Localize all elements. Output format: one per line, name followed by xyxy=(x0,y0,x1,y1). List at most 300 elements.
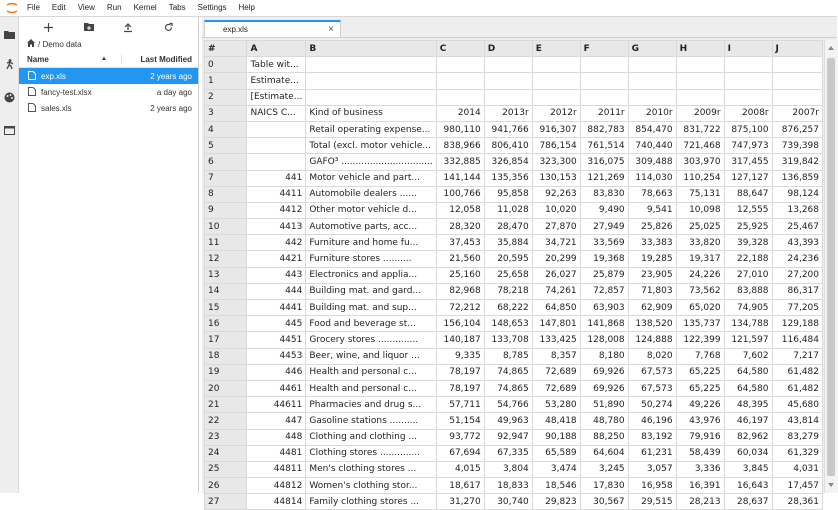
vertical-scrollbar[interactable] xyxy=(824,40,838,493)
table-cell[interactable]: Retail operating expense... xyxy=(306,121,436,137)
table-cell[interactable]: Women's clothing stor... xyxy=(306,478,436,494)
table-cell[interactable]: Health and personal c... xyxy=(306,380,436,396)
table-cell[interactable]: 37,453 xyxy=(436,235,484,251)
table-cell[interactable]: 443 xyxy=(247,267,306,283)
table-cell[interactable]: 17,457 xyxy=(772,478,822,494)
table-cell[interactable] xyxy=(580,73,628,89)
table-cell[interactable]: 4411 xyxy=(247,186,306,202)
row-index[interactable]: 2 xyxy=(205,89,247,105)
table-cell[interactable]: Health and personal c... xyxy=(306,364,436,380)
table-cell[interactable]: 30,740 xyxy=(484,494,532,510)
table-cell[interactable] xyxy=(306,57,436,73)
table-cell[interactable]: 30,567 xyxy=(580,494,628,510)
table-cell[interactable] xyxy=(628,57,676,73)
row-index[interactable]: 26 xyxy=(205,478,247,494)
table-cell[interactable]: 122,399 xyxy=(676,332,724,348)
table-cell[interactable]: 23,905 xyxy=(628,267,676,283)
table-cell[interactable]: 64,580 xyxy=(724,364,772,380)
table-cell[interactable]: 16,391 xyxy=(676,478,724,494)
table-cell[interactable]: 69,926 xyxy=(580,364,628,380)
table-cell[interactable]: 83,888 xyxy=(724,283,772,299)
table-cell[interactable] xyxy=(532,57,580,73)
breadcrumb[interactable] xyxy=(19,37,198,51)
menu-help[interactable]: Help xyxy=(238,3,255,12)
table-cell[interactable] xyxy=(724,89,772,105)
table-cell[interactable]: 48,395 xyxy=(724,397,772,413)
table-cell[interactable]: 82,968 xyxy=(436,283,484,299)
table-cell[interactable]: 46,197 xyxy=(724,413,772,429)
table-cell[interactable]: 60,034 xyxy=(724,445,772,461)
table-cell[interactable]: 78,197 xyxy=(436,380,484,396)
table-cell[interactable]: 8,357 xyxy=(532,348,580,364)
column-header[interactable]: H xyxy=(676,41,724,57)
table-cell[interactable]: 740,440 xyxy=(628,138,676,154)
table-cell[interactable]: 18,546 xyxy=(532,478,580,494)
table-cell[interactable]: Pharmacies and drug s... xyxy=(306,397,436,413)
table-cell[interactable]: Building mat. and sup... xyxy=(306,300,436,316)
breadcrumb-path[interactable]: / Demo data xyxy=(38,39,82,49)
table-cell[interactable]: GAFO³ ................................ xyxy=(306,154,436,170)
table-cell[interactable]: 116,484 xyxy=(772,332,822,348)
table-cell[interactable]: 75,131 xyxy=(676,186,724,202)
table-cell[interactable]: 44812 xyxy=(247,478,306,494)
table-cell[interactable]: 114,030 xyxy=(628,170,676,186)
table-cell[interactable]: 98,124 xyxy=(772,186,822,202)
table-cell[interactable]: 25,025 xyxy=(676,219,724,235)
table-cell[interactable]: 448 xyxy=(247,429,306,445)
new-launcher-icon[interactable] xyxy=(39,19,59,35)
table-cell[interactable]: 916,307 xyxy=(532,121,580,137)
table-cell[interactable]: 45,680 xyxy=(772,397,822,413)
row-index[interactable]: 18 xyxy=(205,348,247,364)
table-cell[interactable]: 35,884 xyxy=(484,235,532,251)
table-cell[interactable]: 83,192 xyxy=(628,429,676,445)
table-cell[interactable]: 12,555 xyxy=(724,202,772,218)
table-cell[interactable] xyxy=(484,57,532,73)
table-cell[interactable]: Automobile dealers ...... xyxy=(306,186,436,202)
table-cell[interactable]: 48,418 xyxy=(532,413,580,429)
table-cell[interactable]: 11,028 xyxy=(484,202,532,218)
table-cell[interactable]: 25,160 xyxy=(436,267,484,283)
table-cell[interactable]: 3,057 xyxy=(628,461,676,477)
table-cell[interactable]: 86,317 xyxy=(772,283,822,299)
table-cell[interactable]: Clothing and clothing ... xyxy=(306,429,436,445)
row-index[interactable]: 24 xyxy=(205,445,247,461)
row-index[interactable]: 1 xyxy=(205,73,247,89)
menu-view[interactable]: View xyxy=(77,3,95,12)
table-cell[interactable]: 72,857 xyxy=(580,283,628,299)
table-cell[interactable]: 124,888 xyxy=(628,332,676,348)
row-index[interactable]: 21 xyxy=(205,397,247,413)
table-cell[interactable]: 65,589 xyxy=(532,445,580,461)
scrollbar-thumb[interactable] xyxy=(827,58,835,476)
row-index[interactable]: 19 xyxy=(205,364,247,380)
table-cell[interactable]: 78,197 xyxy=(436,364,484,380)
table-cell[interactable]: 25,467 xyxy=(772,219,822,235)
table-cell[interactable]: 83,830 xyxy=(580,186,628,202)
table-cell[interactable]: 34,721 xyxy=(532,235,580,251)
column-header[interactable]: A xyxy=(247,41,306,57)
table-cell[interactable]: 128,008 xyxy=(580,332,628,348)
table-cell[interactable]: 43,814 xyxy=(772,413,822,429)
table-cell[interactable]: 74,261 xyxy=(532,283,580,299)
table-cell[interactable]: 78,218 xyxy=(484,283,532,299)
row-index[interactable]: 14 xyxy=(205,283,247,299)
table-cell[interactable]: Other motor vehicle d... xyxy=(306,202,436,218)
table-cell[interactable]: 25,925 xyxy=(724,219,772,235)
table-cell[interactable]: 31,270 xyxy=(436,494,484,510)
table-cell[interactable]: 130,153 xyxy=(532,170,580,186)
table-cell[interactable]: 27,870 xyxy=(532,219,580,235)
table-cell[interactable]: 83,279 xyxy=(772,429,822,445)
menu-run[interactable]: Run xyxy=(106,3,122,12)
table-cell[interactable]: 74,865 xyxy=(484,364,532,380)
table-cell[interactable]: 19,285 xyxy=(628,251,676,267)
table-cell[interactable]: 10,098 xyxy=(676,202,724,218)
table-cell[interactable]: Furniture stores .......... xyxy=(306,251,436,267)
menu-kernel[interactable]: Kernel xyxy=(133,3,157,12)
table-cell[interactable]: 941,766 xyxy=(484,121,532,137)
table-cell[interactable]: 16,643 xyxy=(724,478,772,494)
table-cell[interactable]: 110,254 xyxy=(676,170,724,186)
table-cell[interactable]: 92,263 xyxy=(532,186,580,202)
table-cell[interactable]: 44611 xyxy=(247,397,306,413)
table-cell[interactable]: 28,213 xyxy=(676,494,724,510)
table-cell[interactable]: Total (excl. motor vehicle... xyxy=(306,138,436,154)
table-cell[interactable]: 79,916 xyxy=(676,429,724,445)
table-cell[interactable]: 63,903 xyxy=(580,300,628,316)
table-cell[interactable]: 786,154 xyxy=(532,138,580,154)
table-cell[interactable]: 64,850 xyxy=(532,300,580,316)
table-cell[interactable]: 831,722 xyxy=(676,121,724,137)
table-cell[interactable]: Automotive parts, acc... xyxy=(306,219,436,235)
new-folder-icon[interactable] xyxy=(79,19,99,35)
table-cell[interactable]: 49,963 xyxy=(484,413,532,429)
table-cell[interactable]: 2014 xyxy=(436,105,484,121)
table-cell[interactable]: 72,689 xyxy=(532,380,580,396)
table-cell[interactable]: 44811 xyxy=(247,461,306,477)
table-cell[interactable]: 57,711 xyxy=(436,397,484,413)
table-cell[interactable]: 317,455 xyxy=(724,154,772,170)
table-cell[interactable] xyxy=(484,89,532,105)
menu-edit[interactable]: Edit xyxy=(51,3,66,12)
table-cell[interactable]: Kind of business xyxy=(306,105,436,121)
table-cell[interactable]: 67,335 xyxy=(484,445,532,461)
table-cell[interactable]: 82,962 xyxy=(724,429,772,445)
table-cell[interactable] xyxy=(580,57,628,73)
table-cell[interactable]: 10,020 xyxy=(532,202,580,218)
table-cell[interactable]: Furniture and home fu... xyxy=(306,235,436,251)
table-cell[interactable]: 8,020 xyxy=(628,348,676,364)
table-cell[interactable]: 3,336 xyxy=(676,461,724,477)
row-index-header[interactable]: # xyxy=(205,41,247,57)
table-cell[interactable] xyxy=(724,73,772,89)
table-cell[interactable] xyxy=(532,89,580,105)
table-cell[interactable]: 121,269 xyxy=(580,170,628,186)
table-cell[interactable]: 39,328 xyxy=(724,235,772,251)
column-header-modified[interactable]: Last Modified xyxy=(121,55,198,64)
home-icon[interactable] xyxy=(27,39,35,49)
table-cell[interactable]: 444 xyxy=(247,283,306,299)
table-cell[interactable] xyxy=(436,73,484,89)
row-index[interactable]: 17 xyxy=(205,332,247,348)
row-index[interactable]: 0 xyxy=(205,57,247,73)
row-index[interactable]: 11 xyxy=(205,235,247,251)
table-cell[interactable]: 78,663 xyxy=(628,186,676,202)
table-cell[interactable]: 3,804 xyxy=(484,461,532,477)
table-cell[interactable]: 806,410 xyxy=(484,138,532,154)
table-cell[interactable]: 25,879 xyxy=(580,267,628,283)
table-cell[interactable]: 854,470 xyxy=(628,121,676,137)
row-index[interactable]: 20 xyxy=(205,380,247,396)
table-cell[interactable]: 127,127 xyxy=(724,170,772,186)
table-cell[interactable]: 64,604 xyxy=(580,445,628,461)
table-cell[interactable] xyxy=(580,89,628,105)
tabs-icon[interactable] xyxy=(3,124,15,136)
table-cell[interactable] xyxy=(247,154,306,170)
table-cell[interactable]: 67,573 xyxy=(628,364,676,380)
table-cell[interactable]: 4413 xyxy=(247,219,306,235)
table-cell[interactable]: 19,317 xyxy=(676,251,724,267)
table-cell[interactable]: 33,383 xyxy=(628,235,676,251)
table-cell[interactable]: 77,205 xyxy=(772,300,822,316)
table-cell[interactable]: 27,949 xyxy=(580,219,628,235)
table-cell[interactable]: 18,617 xyxy=(436,478,484,494)
column-header[interactable]: I xyxy=(724,41,772,57)
table-cell[interactable]: 22,188 xyxy=(724,251,772,267)
table-cell[interactable]: 129,188 xyxy=(772,316,822,332)
folder-icon[interactable] xyxy=(3,28,15,40)
table-cell[interactable]: 445 xyxy=(247,316,306,332)
row-index[interactable]: 3 xyxy=(205,105,247,121)
table-cell[interactable]: 67,694 xyxy=(436,445,484,461)
table-cell[interactable]: 88,250 xyxy=(580,429,628,445)
table-cell[interactable]: Electronics and applia... xyxy=(306,267,436,283)
table-cell[interactable]: 2009r xyxy=(676,105,724,121)
table-cell[interactable]: 64,580 xyxy=(724,380,772,396)
scroll-down-arrow-icon[interactable] xyxy=(828,483,834,487)
row-index[interactable]: 5 xyxy=(205,138,247,154)
table-cell[interactable]: 9,490 xyxy=(580,202,628,218)
column-header[interactable]: J xyxy=(772,41,822,57)
table-cell[interactable]: 135,356 xyxy=(484,170,532,186)
table-cell[interactable]: 7,217 xyxy=(772,348,822,364)
table-cell[interactable]: 28,470 xyxy=(484,219,532,235)
table-cell[interactable]: 28,637 xyxy=(724,494,772,510)
table-cell[interactable]: 16,958 xyxy=(628,478,676,494)
table-cell[interactable]: 46,196 xyxy=(628,413,676,429)
table-cell[interactable]: 4,015 xyxy=(436,461,484,477)
table-cell[interactable]: 65,020 xyxy=(676,300,724,316)
palette-icon[interactable] xyxy=(3,91,15,103)
table-cell[interactable]: 2007r xyxy=(772,105,822,121)
table-cell[interactable]: 134,788 xyxy=(724,316,772,332)
table-cell[interactable]: 90,188 xyxy=(532,429,580,445)
upload-icon[interactable] xyxy=(118,19,138,35)
table-cell[interactable]: 61,231 xyxy=(628,445,676,461)
column-header[interactable]: E xyxy=(532,41,580,57)
table-cell[interactable]: 50,274 xyxy=(628,397,676,413)
table-cell[interactable]: 442 xyxy=(247,235,306,251)
running-icon[interactable] xyxy=(3,58,15,70)
table-cell[interactable]: 24,226 xyxy=(676,267,724,283)
row-index[interactable]: 15 xyxy=(205,300,247,316)
spreadsheet-grid[interactable] xyxy=(204,40,823,510)
table-cell[interactable] xyxy=(247,121,306,137)
table-cell[interactable]: 4481 xyxy=(247,445,306,461)
table-cell[interactable]: 72,689 xyxy=(532,364,580,380)
table-cell[interactable]: 2010r xyxy=(628,105,676,121)
table-cell[interactable]: 326,854 xyxy=(484,154,532,170)
row-index[interactable]: 6 xyxy=(205,154,247,170)
table-cell[interactable]: Gasoline stations .......... xyxy=(306,413,436,429)
table-cell[interactable]: 54,766 xyxy=(484,397,532,413)
table-cell[interactable]: 92,947 xyxy=(484,429,532,445)
table-cell[interactable]: NAICS C... xyxy=(247,105,306,121)
table-cell[interactable]: 100,766 xyxy=(436,186,484,202)
table-cell[interactable] xyxy=(628,73,676,89)
table-cell[interactable]: 27,200 xyxy=(772,267,822,283)
row-index[interactable]: 13 xyxy=(205,267,247,283)
table-cell[interactable]: 133,708 xyxy=(484,332,532,348)
table-cell[interactable]: 2012r xyxy=(532,105,580,121)
table-cell[interactable] xyxy=(676,73,724,89)
table-cell[interactable] xyxy=(436,57,484,73)
table-cell[interactable]: 446 xyxy=(247,364,306,380)
table-cell[interactable]: 4,031 xyxy=(772,461,822,477)
table-cell[interactable]: 156,104 xyxy=(436,316,484,332)
row-index[interactable]: 23 xyxy=(205,429,247,445)
table-cell[interactable]: 9,335 xyxy=(436,348,484,364)
table-cell[interactable]: 49,226 xyxy=(676,397,724,413)
table-cell[interactable]: [Estimate... xyxy=(247,89,306,105)
table-cell[interactable]: 88,647 xyxy=(724,186,772,202)
table-cell[interactable]: 69,926 xyxy=(580,380,628,396)
row-index[interactable]: 25 xyxy=(205,461,247,477)
tab-exp-xls[interactable] xyxy=(204,20,341,37)
table-cell[interactable]: 141,868 xyxy=(580,316,628,332)
spreadsheet-viewer[interactable] xyxy=(204,40,823,507)
table-cell[interactable]: 18,833 xyxy=(484,478,532,494)
table-cell[interactable]: 319,842 xyxy=(772,154,822,170)
table-cell[interactable] xyxy=(247,138,306,154)
table-cell[interactable] xyxy=(724,57,772,73)
table-cell[interactable]: 739,398 xyxy=(772,138,822,154)
table-cell[interactable]: 13,268 xyxy=(772,202,822,218)
table-cell[interactable]: 51,890 xyxy=(580,397,628,413)
table-cell[interactable]: 73,562 xyxy=(676,283,724,299)
table-cell[interactable]: Building mat. and gard... xyxy=(306,283,436,299)
table-cell[interactable] xyxy=(436,89,484,105)
file-item[interactable] xyxy=(19,68,198,84)
table-cell[interactable]: 4451 xyxy=(247,332,306,348)
table-cell[interactable]: 12,058 xyxy=(436,202,484,218)
column-header[interactable]: D xyxy=(484,41,532,57)
table-cell[interactable] xyxy=(306,73,436,89)
table-cell[interactable]: 93,772 xyxy=(436,429,484,445)
table-cell[interactable]: 53,280 xyxy=(532,397,580,413)
table-cell[interactable]: 980,110 xyxy=(436,121,484,137)
scroll-up-arrow-icon[interactable] xyxy=(828,46,834,50)
table-cell[interactable]: Food and beverage st... xyxy=(306,316,436,332)
table-cell[interactable]: 29,823 xyxy=(532,494,580,510)
table-cell[interactable]: 4453 xyxy=(247,348,306,364)
table-cell[interactable]: Grocery stores .............. xyxy=(306,332,436,348)
table-cell[interactable]: 135,737 xyxy=(676,316,724,332)
table-cell[interactable]: 28,361 xyxy=(772,494,822,510)
table-cell[interactable]: 27,010 xyxy=(724,267,772,283)
menu-tabs[interactable]: Tabs xyxy=(168,3,186,12)
table-cell[interactable]: 2008r xyxy=(724,105,772,121)
table-cell[interactable]: 876,257 xyxy=(772,121,822,137)
table-cell[interactable]: 24,236 xyxy=(772,251,822,267)
table-cell[interactable]: 48,780 xyxy=(580,413,628,429)
table-cell[interactable]: 140,187 xyxy=(436,332,484,348)
table-cell[interactable]: 61,482 xyxy=(772,380,822,396)
table-cell[interactable]: 61,482 xyxy=(772,364,822,380)
table-cell[interactable]: 25,826 xyxy=(628,219,676,235)
table-cell[interactable]: 4421 xyxy=(247,251,306,267)
table-cell[interactable]: Family clothing stores ... xyxy=(306,494,436,510)
table-cell[interactable]: 29,515 xyxy=(628,494,676,510)
refresh-icon[interactable] xyxy=(158,19,178,35)
table-cell[interactable]: 74,865 xyxy=(484,380,532,396)
table-cell[interactable]: 72,212 xyxy=(436,300,484,316)
table-cell[interactable]: 148,653 xyxy=(484,316,532,332)
table-cell[interactable]: 19,368 xyxy=(580,251,628,267)
table-cell[interactable]: 7,768 xyxy=(676,348,724,364)
table-cell[interactable]: 447 xyxy=(247,413,306,429)
table-cell[interactable]: 882,783 xyxy=(580,121,628,137)
table-cell[interactable]: 61,329 xyxy=(772,445,822,461)
table-cell[interactable]: 25,658 xyxy=(484,267,532,283)
table-cell[interactable]: 875,100 xyxy=(724,121,772,137)
table-cell[interactable] xyxy=(676,57,724,73)
table-cell[interactable] xyxy=(628,89,676,105)
table-cell[interactable]: 121,597 xyxy=(724,332,772,348)
file-item[interactable] xyxy=(19,84,198,100)
column-header[interactable]: F xyxy=(580,41,628,57)
table-cell[interactable]: 761,514 xyxy=(580,138,628,154)
table-cell[interactable]: 838,966 xyxy=(436,138,484,154)
table-cell[interactable] xyxy=(306,89,436,105)
table-cell[interactable]: 4441 xyxy=(247,300,306,316)
table-cell[interactable]: 2013r xyxy=(484,105,532,121)
table-cell[interactable]: 17,830 xyxy=(580,478,628,494)
table-cell[interactable]: 58,439 xyxy=(676,445,724,461)
row-index[interactable]: 9 xyxy=(205,202,247,218)
table-cell[interactable]: 74,905 xyxy=(724,300,772,316)
table-cell[interactable]: 323,300 xyxy=(532,154,580,170)
table-cell[interactable]: 147,801 xyxy=(532,316,580,332)
row-index[interactable]: 16 xyxy=(205,316,247,332)
table-cell[interactable] xyxy=(532,73,580,89)
table-cell[interactable]: 141,144 xyxy=(436,170,484,186)
table-cell[interactable]: 316,075 xyxy=(580,154,628,170)
table-cell[interactable]: 2011r xyxy=(580,105,628,121)
table-cell[interactable]: 747,973 xyxy=(724,138,772,154)
table-cell[interactable]: 44814 xyxy=(247,494,306,510)
row-index[interactable]: 8 xyxy=(205,186,247,202)
table-cell[interactable]: 332,885 xyxy=(436,154,484,170)
table-cell[interactable]: 721,468 xyxy=(676,138,724,154)
column-header[interactable]: C xyxy=(436,41,484,57)
file-item[interactable] xyxy=(19,100,198,116)
table-cell[interactable]: 28,320 xyxy=(436,219,484,235)
table-cell[interactable]: 133,425 xyxy=(532,332,580,348)
menu-settings[interactable]: Settings xyxy=(197,3,227,12)
table-cell[interactable]: 8,180 xyxy=(580,348,628,364)
